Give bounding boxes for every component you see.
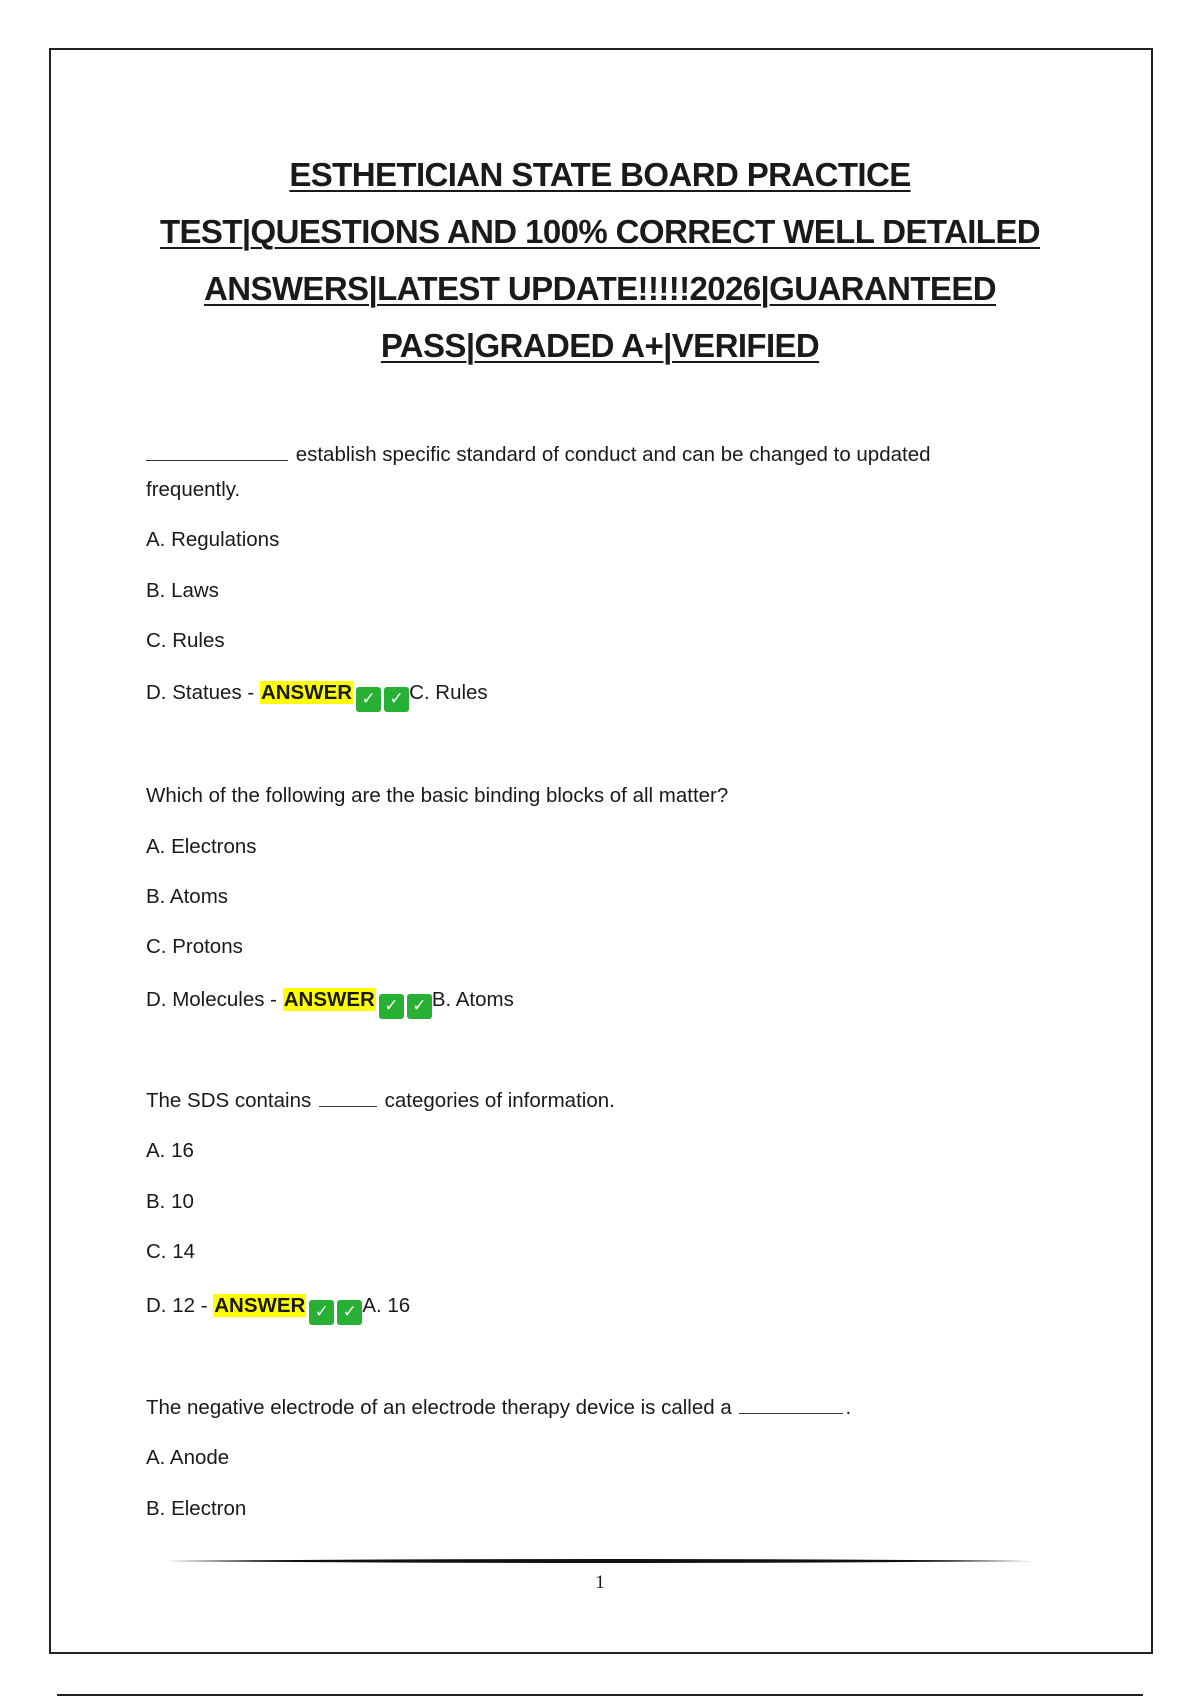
fill-in-blank [739, 1395, 843, 1414]
check-icon: ✓ [384, 687, 409, 712]
answer-highlight: ANSWER [214, 1294, 306, 1317]
question-1-stem-text: establish specific standard of conduct and can be changed to updated [295, 443, 931, 466]
question-4-option-a: A. Anode [146, 1446, 230, 1469]
option-d-text: D. Statues - [146, 681, 255, 704]
title-line-1: ESTHETICIAN STATE BOARD PRACTICE [289, 156, 911, 193]
question-3-option-c: C. 14 [146, 1240, 195, 1263]
correct-answer: C. Rules [409, 681, 488, 704]
question-1-stem-continued: frequently. [146, 478, 241, 501]
question-3-option-b: B. 10 [146, 1190, 194, 1213]
next-page-edge [57, 1694, 1143, 1696]
question-4-option-b: B. Electron [146, 1497, 247, 1520]
footer-divider [166, 1558, 1034, 1564]
document-title [100, 146, 1100, 374]
correct-answer: B. Atoms [431, 988, 514, 1011]
question-1-option-b: B. Laws [146, 579, 219, 602]
fill-in-blank [319, 1088, 377, 1107]
option-d-text: D. Molecules - [146, 988, 278, 1011]
fill-in-blank [146, 442, 288, 461]
question-1-option-a: A. Regulations [146, 528, 280, 551]
question-2-option-b: B. Atoms [146, 885, 229, 908]
question-2-stem: Which of the following are the basic binding blocks of all matter? [146, 784, 729, 807]
check-icon: ✓ [407, 994, 432, 1019]
question-2-option-c: C. Protons [146, 935, 243, 958]
question-1-option-c: C. Rules [146, 629, 225, 652]
question-4-stem-end: . [845, 1396, 852, 1419]
question-3-stem-end: categories of information. [384, 1089, 615, 1112]
check-icon: ✓ [356, 687, 381, 712]
page-number: 1 [595, 1572, 605, 1593]
question-4-stem-text: The negative electrode of an electrode therapy device is called a [146, 1396, 732, 1419]
question-1-option-d [146, 680, 488, 712]
question-3-stem [146, 1088, 615, 1114]
question-1-stem [146, 442, 931, 468]
question-2-option-a: A. Electrons [146, 835, 257, 858]
check-icon: ✓ [379, 994, 404, 1019]
question-3-stem-start: The SDS contains [146, 1089, 312, 1112]
option-d-text: D. 12 - [146, 1294, 208, 1317]
check-icon: ✓ [309, 1300, 334, 1325]
question-3-option-d [146, 1293, 410, 1325]
question-3-option-a: A. 16 [146, 1139, 194, 1162]
title-line-4: PASS|GRADED A+|VERIFIED [380, 327, 820, 364]
question-2-option-d [146, 987, 514, 1019]
question-4-stem [146, 1395, 851, 1421]
answer-highlight: ANSWER [283, 988, 375, 1011]
check-icon: ✓ [337, 1300, 362, 1325]
answer-highlight: ANSWER [260, 681, 353, 704]
title-line-2: TEST|QUESTIONS AND 100% CORRECT WELL DETAILED [159, 213, 1041, 250]
title-line-3: ANSWERS|LATEST UPDATE!!!!!2026|GUARANTEED [203, 270, 996, 307]
correct-answer: A. 16 [362, 1294, 411, 1317]
